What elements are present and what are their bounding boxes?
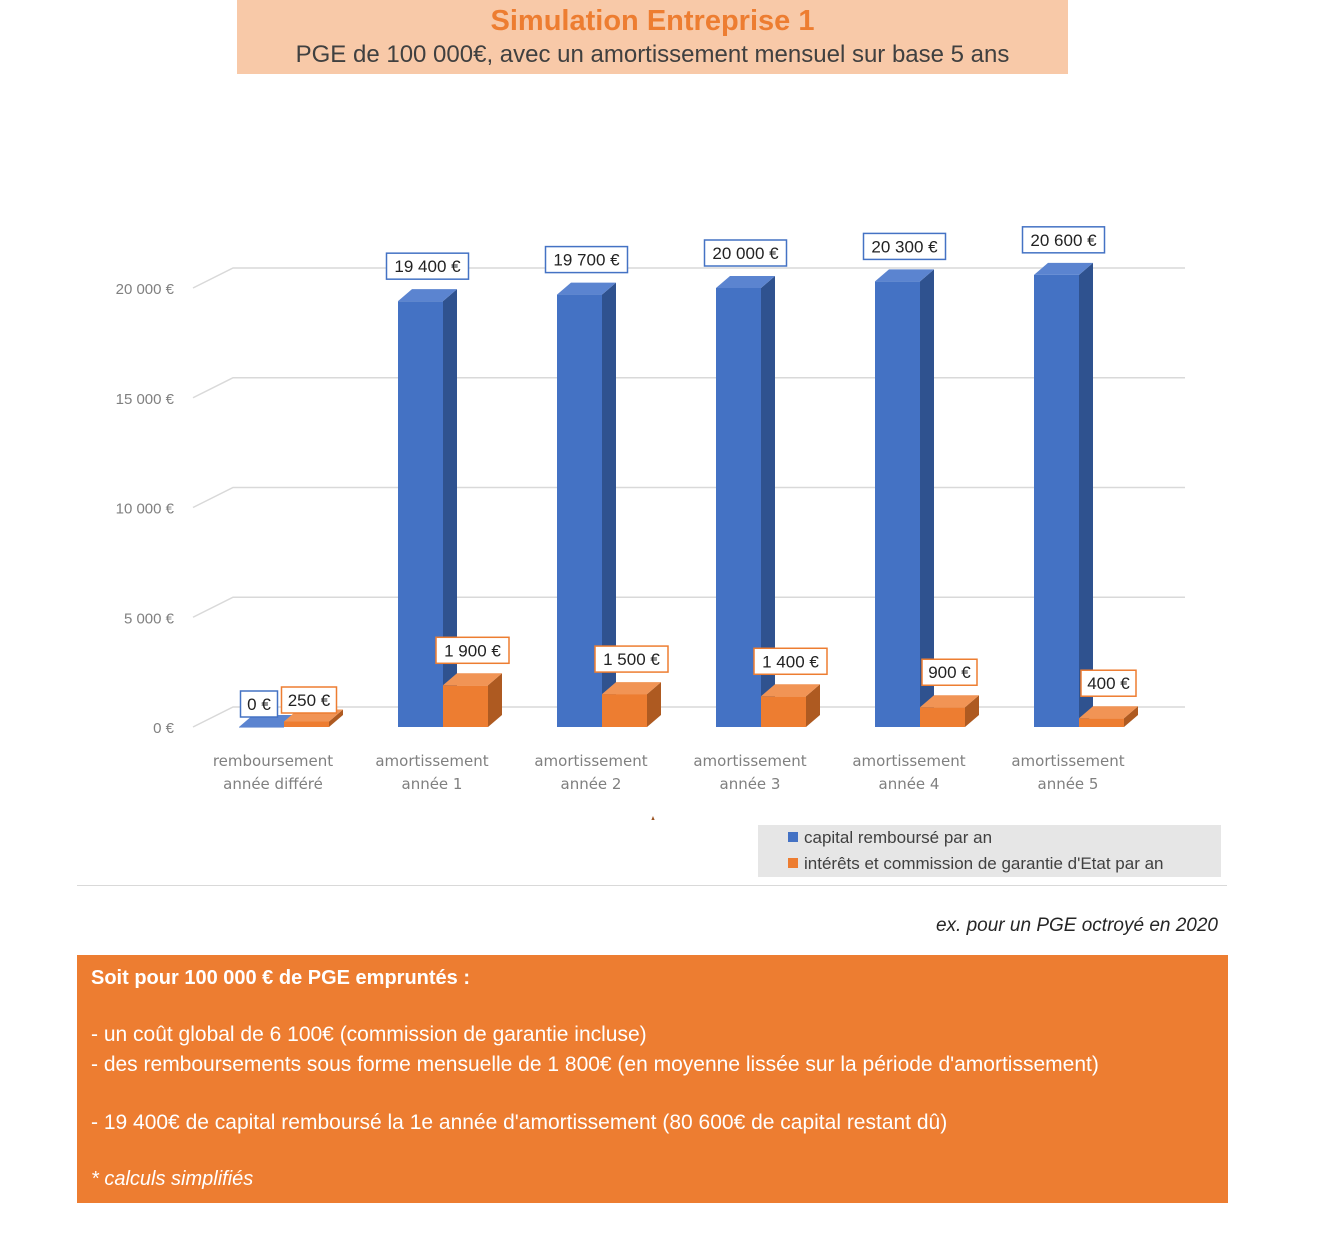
summary-box xyxy=(77,955,1228,1203)
legend-label-interets: intérêts et commission de garantie d'Etat par an xyxy=(804,854,1164,873)
chart-title: Simulation Entreprise 1 xyxy=(490,5,815,37)
example-note: ex. pour un PGE octroyé en 2020 xyxy=(935,915,1218,936)
bar xyxy=(1079,718,1124,727)
bar xyxy=(920,707,965,727)
chart-subtitle: PGE de 100 000€, avec un amortissement mensuel sur base 5 ans xyxy=(295,41,1010,68)
category-label: amortissement xyxy=(852,752,966,770)
bar-side xyxy=(1079,263,1093,727)
data-label: 20 600 € xyxy=(1030,230,1097,250)
y-tick-label: 15 000 € xyxy=(115,390,174,408)
bar xyxy=(443,685,488,727)
legend-swatch-interets xyxy=(788,858,798,868)
data-label: 400 € xyxy=(1087,674,1130,694)
bar xyxy=(602,694,647,727)
bar xyxy=(875,281,920,727)
legend-item-capital xyxy=(788,828,992,848)
summary-footnote: * calculs simplifiés xyxy=(91,1168,254,1190)
category-label: année différé xyxy=(223,775,323,793)
category-label: année 2 xyxy=(560,775,622,793)
bar xyxy=(284,722,329,727)
bar xyxy=(239,727,284,728)
category-label: amortissement xyxy=(375,752,489,770)
y-tick-label: 10 000 € xyxy=(115,500,174,518)
data-label: 20 000 € xyxy=(712,244,779,263)
data-label: 20 300 € xyxy=(871,237,938,257)
data-label: 0 € xyxy=(247,695,271,714)
y-tick-label: 20 000 € xyxy=(115,281,174,298)
summary-line-monthly: - des remboursements sous forme mensuelle de 1 800€ (en moyenne lissée sur la période d'amortissement) xyxy=(91,1053,1099,1076)
category-label: amortissement xyxy=(693,752,807,770)
y-tick-label: 0 € xyxy=(153,720,174,737)
data-label: 900 € xyxy=(928,663,971,683)
y-tick-label: 5 000 € xyxy=(123,610,174,628)
bar xyxy=(1034,275,1079,727)
legend-item-interets xyxy=(788,854,1164,874)
summary-line-capital: - 19 400€ de capital remboursé la 1e année d'amortissement (80 600€ de capital restant dû) xyxy=(91,1111,948,1134)
data-label: 1 400 € xyxy=(762,652,819,672)
category-label: remboursement xyxy=(212,752,334,770)
category-label: amortissement xyxy=(534,752,648,770)
bar xyxy=(761,696,806,727)
category-label: amortissement xyxy=(1011,752,1125,770)
data-label: 250 € xyxy=(287,691,331,710)
legend-swatch-capital xyxy=(788,832,798,842)
category-label: année 1 xyxy=(401,775,463,793)
chart-legend xyxy=(758,825,1221,877)
category-label: année 5 xyxy=(1037,775,1099,793)
summary-line-cost: - un coût global de 6 100€ (commission de garantie incluse) xyxy=(91,1023,647,1046)
category-label: année 3 xyxy=(719,775,781,793)
summary-title: Soit pour 100 000 € de PGE empruntés : xyxy=(91,967,471,989)
category-label: année 4 xyxy=(878,775,940,793)
data-label: 19 700 € xyxy=(553,250,620,270)
data-label: 19 400 € xyxy=(394,257,461,277)
legend-label-capital: capital remboursé par an xyxy=(804,828,993,847)
bar-side xyxy=(920,269,934,727)
separator-line xyxy=(77,885,1227,886)
data-label: 1 900 € xyxy=(444,641,501,661)
up-arrow-icon xyxy=(614,818,693,820)
data-label: 1 500 € xyxy=(603,650,660,670)
